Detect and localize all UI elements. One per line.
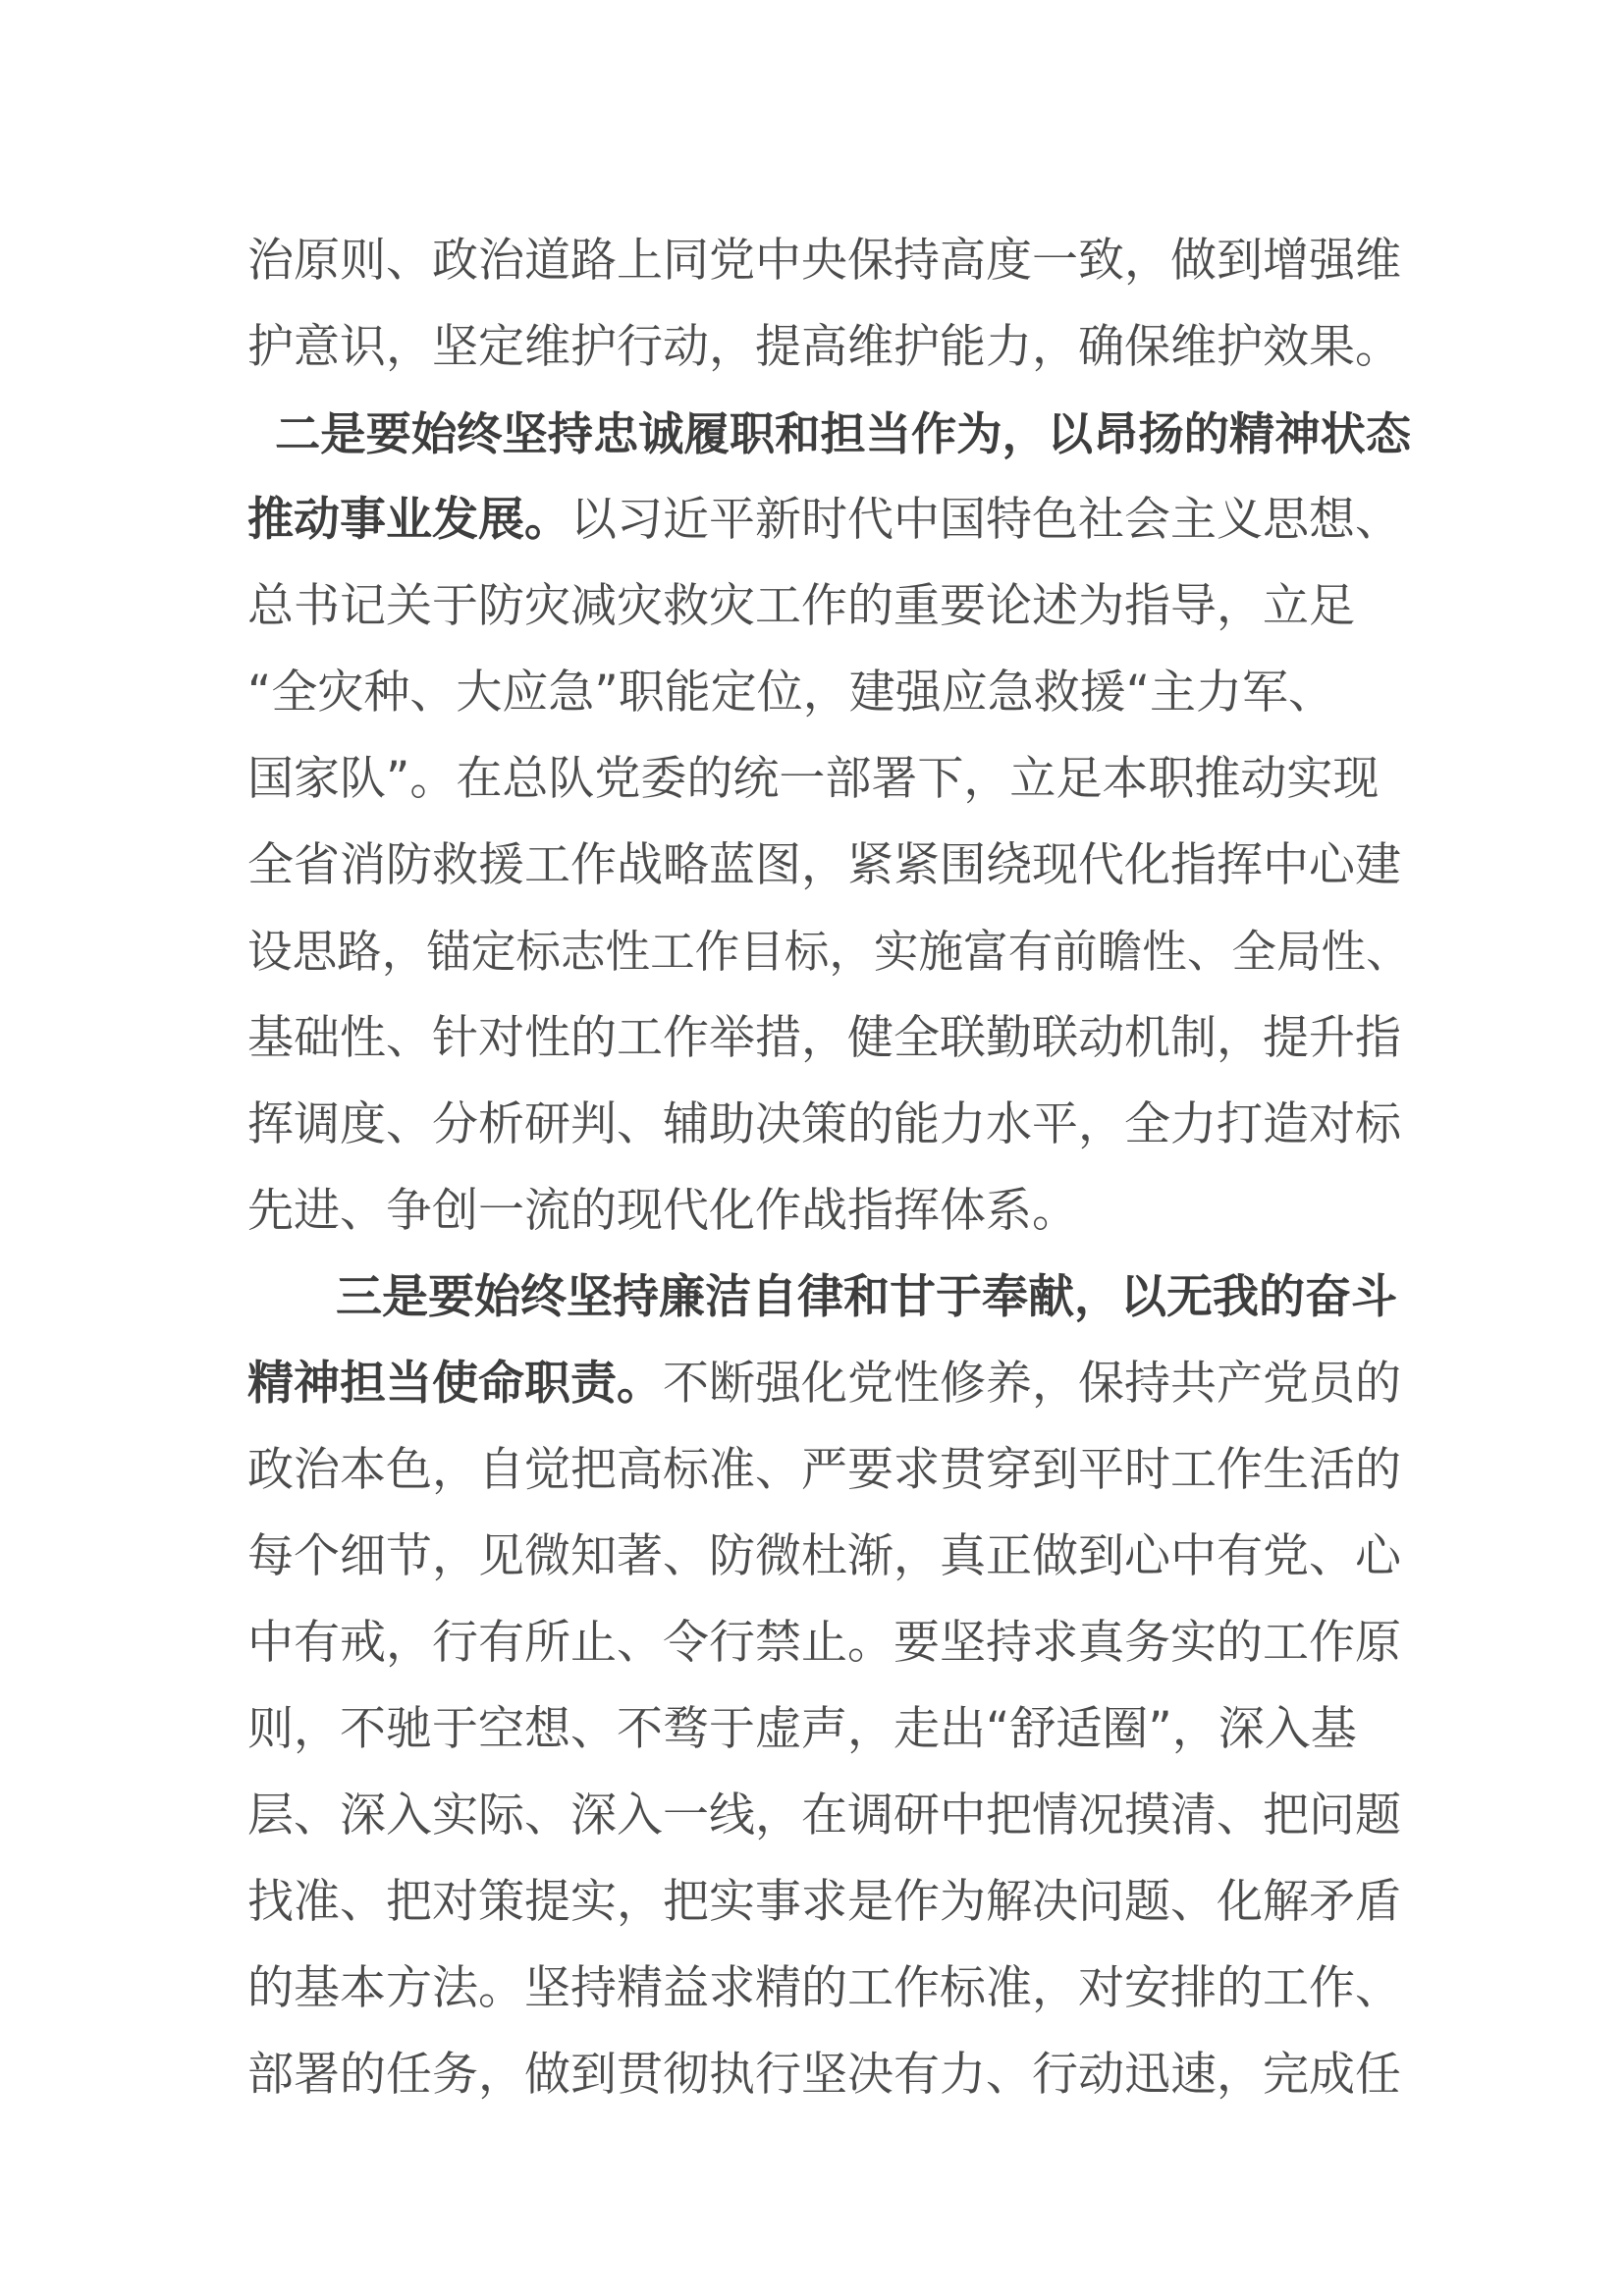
text-line	[247, 1946, 1406, 2032]
text-line	[247, 1341, 1406, 1427]
body-text-run: 层、深入实际、深入一线，在调研中把情况摸清、把问题	[247, 1789, 1401, 1842]
text-line	[247, 909, 1411, 995]
text-line	[247, 1859, 1406, 1946]
text-line	[247, 1255, 1406, 1341]
body-text-run: 总书记关于防灾减灾救灾工作的重要论述为指导，立足	[247, 579, 1355, 633]
body-text-run: 护意识，坚定维护行动，提高维护能力，确保维护效果。	[247, 320, 1401, 374]
body-text-run: 国家队”。在总队党委的统一部署下，立足本职推动实现	[247, 752, 1380, 806]
text-line	[247, 391, 1412, 477]
text-line	[247, 823, 1406, 909]
text-line	[247, 563, 1406, 650]
text-line	[247, 2032, 1406, 2118]
body-text-run: 治原则、政治道路上同党中央保持高度一致，做到增强维	[247, 234, 1401, 288]
body-text-run: 则，不驰于空想、不骛于虚声，走出“舒适圈”，深入基	[247, 1702, 1357, 1756]
text-line	[247, 218, 1406, 304]
body-text-run: 全省消防救援工作战略蓝图，紧紧围绕现代化指挥中心建	[247, 838, 1401, 892]
text-line	[247, 1773, 1406, 1859]
body-text-run: 找准、把对策提实，把实事求是作为解决问题、化解矛盾	[247, 1875, 1401, 1929]
text-line	[247, 1600, 1406, 1686]
body-text-run: 挥调度、分析研判、辅助决策的能力水平，全力打造对标	[247, 1097, 1401, 1151]
text-line	[247, 1082, 1406, 1168]
body-text-run: 设思路，锚定标志性工作目标，实施富有前瞻性、全局性、	[247, 926, 1411, 978]
body-text-run: 先进、争创一流的现代化作战指挥体系。	[247, 1184, 1078, 1238]
body-text-run: 基础性、针对性的工作举措，健全联勤联动机制，提升指	[247, 1011, 1401, 1065]
body-text-run: 不断强化党性修养，保持共产党员的	[663, 1357, 1401, 1411]
bold-heading: 二是要始终坚持忠诚履职和担当作为，以昂扬的精神状态	[275, 407, 1412, 460]
body-text	[247, 218, 1412, 2118]
bold-heading: 推动事业发展。	[247, 493, 570, 547]
body-text-run: 政治本色，自觉把高标准、严要求贯穿到平时工作生活的	[247, 1443, 1401, 1497]
text-line	[247, 736, 1406, 823]
body-text-run: 每个细节，见微知著、防微杜渐，真正做到心中有党、心	[247, 1529, 1401, 1583]
text-line	[247, 995, 1406, 1082]
bold-heading: 三是要始终坚持廉洁自律和甘于奉献，以无我的奋斗	[336, 1270, 1397, 1324]
text-line	[247, 1514, 1406, 1600]
text-line	[247, 1427, 1406, 1514]
body-text-run: 部署的任务，做到贯彻执行坚决有力、行动迅速，完成任	[247, 2048, 1401, 2102]
body-text-run: 的基本方法。坚持精益求精的工作标准，对安排的工作、	[247, 1961, 1401, 2015]
body-text-run: 以习近平新时代中国特色社会主义思想、	[570, 493, 1401, 547]
body-text-run: “全灾种、大应急”职能定位，建强应急救援“主力军、	[247, 666, 1335, 720]
text-line	[247, 304, 1406, 391]
body-text-run: 中有戒，行有所止、令行禁止。要坚持求真务实的工作原	[247, 1616, 1401, 1670]
text-line	[247, 477, 1406, 563]
text-line	[247, 1168, 1406, 1255]
bold-heading: 精神担当使命职责。	[247, 1357, 663, 1411]
text-line	[247, 1686, 1406, 1773]
text-line	[247, 650, 1406, 736]
